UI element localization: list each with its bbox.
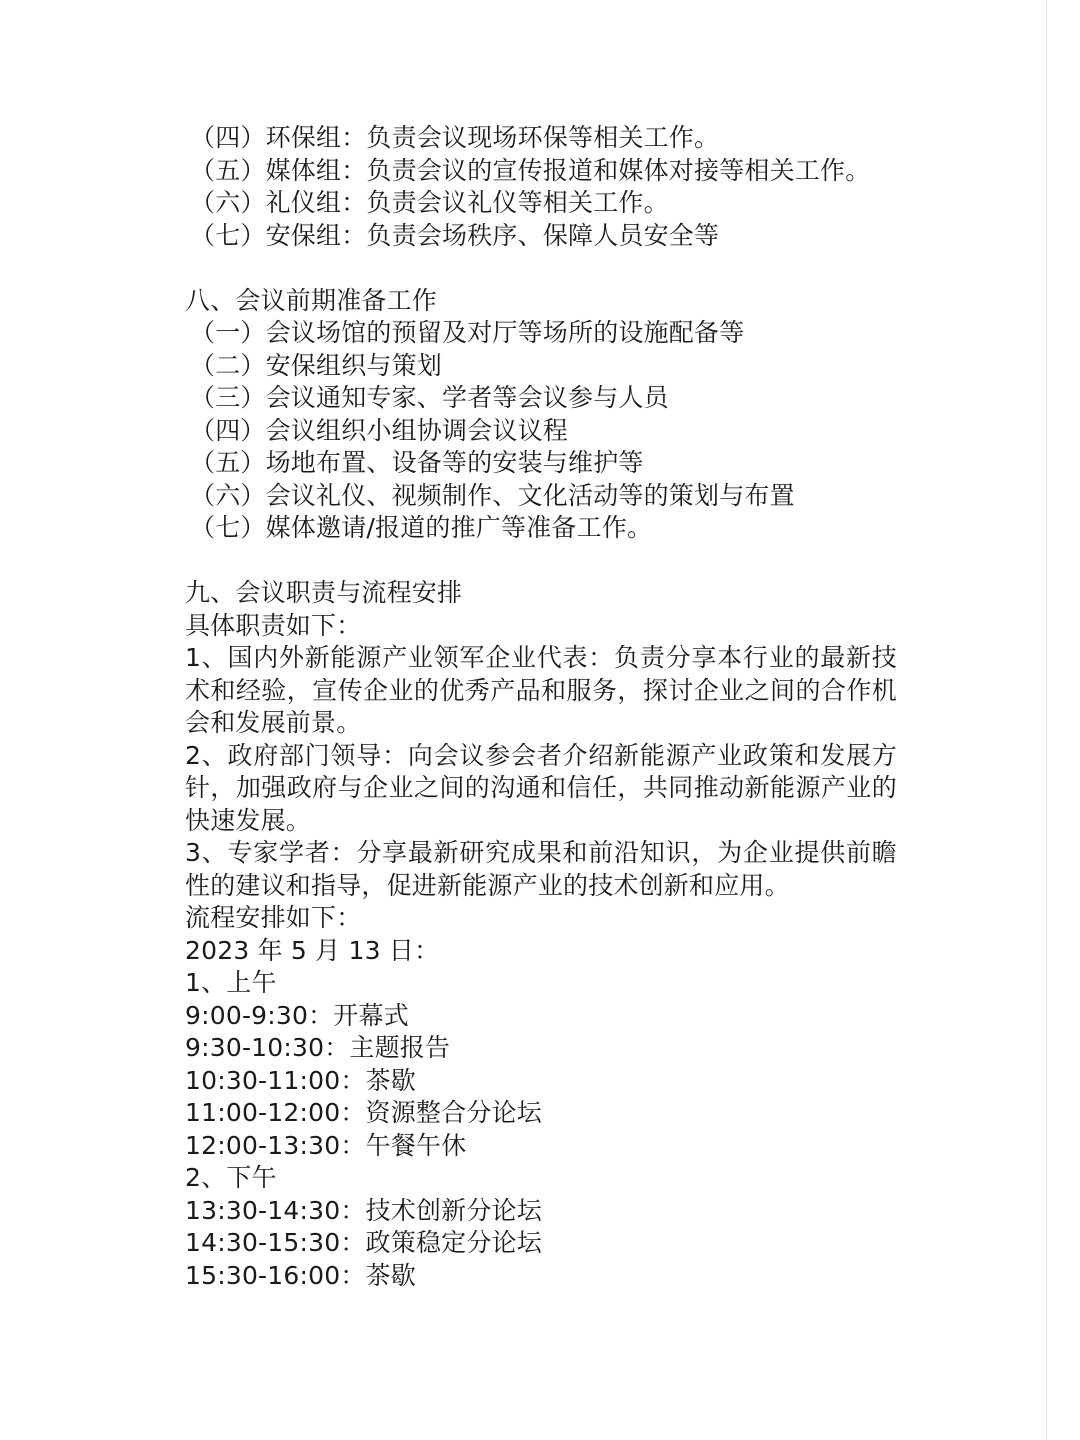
- list-item: （五）场地布置、设备等的安装与维护等: [190, 448, 644, 477]
- schedule-item: 9:30-10:30：主题报告: [185, 1033, 451, 1062]
- list-item: （七）媒体邀请/报道的推广等准备工作。: [190, 513, 653, 542]
- schedule-item: 11:00-12:00：资源整合分论坛: [185, 1098, 542, 1127]
- section7-list: [185, 122, 905, 252]
- paragraph-gap: [185, 545, 905, 578]
- list-item: （四）环保组：负责会议现场环保等相关工作。: [190, 123, 720, 152]
- duties-intro: 具体职责如下：: [185, 610, 362, 640]
- schedule-item: 10:30-11:00：茶歇: [185, 1065, 416, 1095]
- list-item: （三）会议通知专家、学者等会议参与人员: [190, 383, 669, 412]
- paragraph-gap: [185, 252, 905, 285]
- list-item: （五）媒体组：负责会议的宣传报道和媒体对接等相关工作。: [190, 155, 871, 185]
- list-item: （七）安保组：负责会场秩序、保障人员安全等: [190, 220, 720, 250]
- section-heading: 九、会议职责与流程安排: [185, 578, 463, 607]
- list-item: （二）安保组织与策划: [190, 350, 443, 380]
- list-item: （六）会议礼仪、视频制作、文化活动等的策划与布置: [190, 480, 795, 510]
- document-body: [185, 122, 905, 1292]
- section8: [185, 285, 905, 545]
- schedule-item: 15:30-16:00：茶歇: [185, 1260, 416, 1290]
- schedule-date: 2023 年 5 月 13 日：: [185, 935, 440, 965]
- list-item: （四）会议组织小组协调会议议程: [190, 415, 569, 445]
- section-heading: 八、会议前期准备工作: [185, 285, 438, 315]
- page-edge-divider: [1046, 0, 1047, 1440]
- duty-paragraph: 1、国内外新能源产业领军企业代表：负责分享本行业的最新技术和经验，宣传企业的优秀产品和服务，探讨企业之间的合作机会和发展前景。: [185, 643, 897, 737]
- duty-paragraph: 2、政府部门领导：向会议参会者介绍新能源产业政策和发展方针，加强政府与企业之间的沟通和信任，共同推动新能源产业的快速发展。: [185, 740, 897, 835]
- morning-label: 1、上午: [185, 968, 277, 997]
- afternoon-label: 2、下午: [185, 1163, 277, 1192]
- duty-paragraph: 3、专家学者：分享最新研究成果和前沿知识，为企业提供前瞻性的建议和指导，促进新能源产业的技术创新和应用。: [185, 838, 897, 900]
- list-item: （六）礼仪组：负责会议礼仪等相关工作。: [190, 188, 669, 217]
- schedule-intro: 流程安排如下：: [185, 903, 362, 932]
- section9: [185, 577, 905, 1292]
- schedule-item: 9:00-9:30：开幕式: [185, 1000, 409, 1030]
- list-item: （一）会议场馆的预留及对厅等场所的设施配备等: [190, 318, 745, 347]
- schedule-item: 14:30-15:30：政策稳定分论坛: [185, 1228, 542, 1257]
- schedule-item: 12:00-13:30：午餐午休: [185, 1130, 467, 1160]
- schedule-item: 13:30-14:30：技术创新分论坛: [185, 1195, 542, 1225]
